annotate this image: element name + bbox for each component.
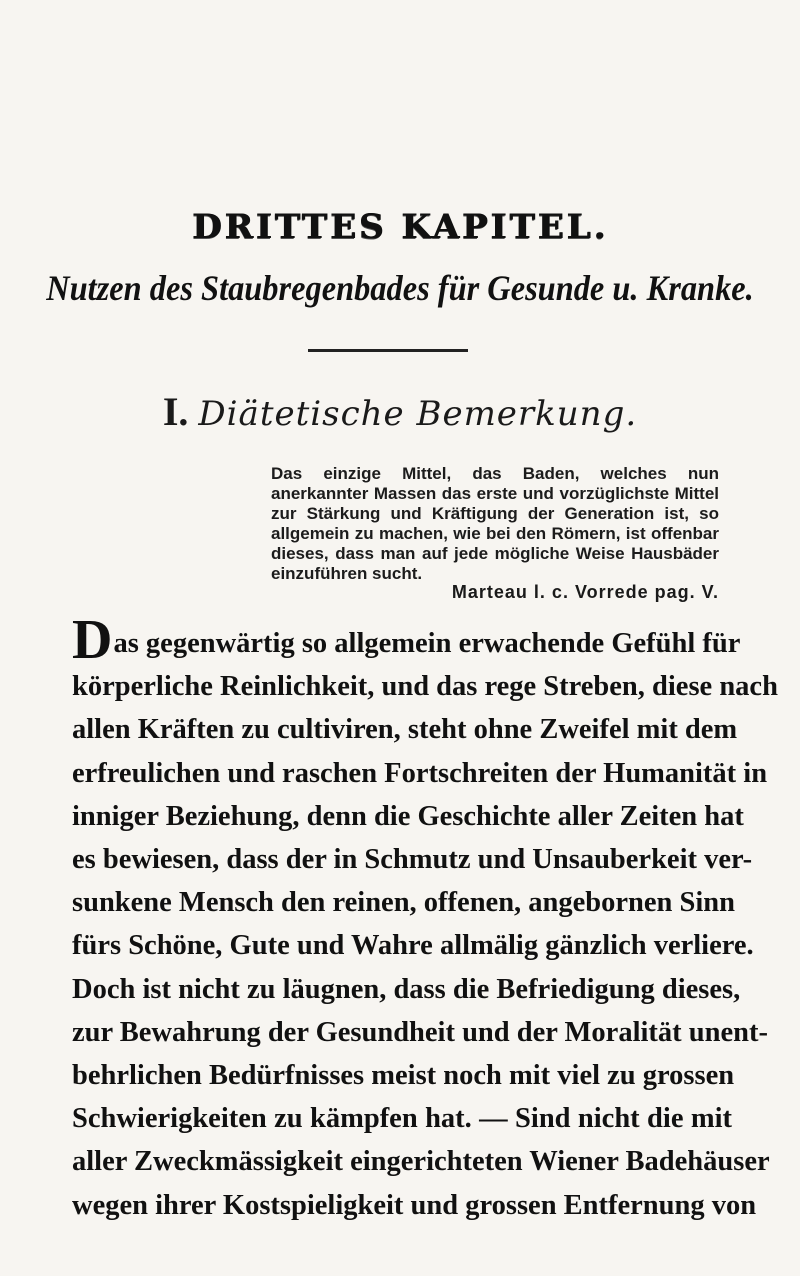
section-number: I. — [162, 389, 189, 434]
body-line-12: Schwierigkeiten zu kämpfen hat. — Sind nicht die mit — [72, 1103, 732, 1135]
body-line-8: fürs Schöne, Gute und Wahre allmälig gänzlich verliere. — [72, 930, 754, 962]
body-line-11: behrlichen Bedürfnisses meist noch mit viel zu grossen — [72, 1060, 735, 1092]
chapter-subtitle: Nutzen des Staubregenbades für Gesunde u. Kranke. — [46, 268, 754, 308]
body-line-4: erfreulichen und raschen Fortschreiten der Humanität in — [72, 757, 768, 789]
body-line-10: zur Bewahrung der Gesundheit und der Moralität unent- — [72, 1016, 768, 1048]
body-line-14: wegen ihrer Kostspieligkeit und grossen Entfernung von — [72, 1189, 757, 1221]
body-line-1 — [72, 609, 741, 671]
drop-cap: D — [72, 609, 113, 671]
epigraph-quote: Das einzige Mittel, das Baden, welches nun anerkannter Massen das erste und vorzüglichste Mittel zur Stärkung und Kräftigung der Generation ist, so allgemein zu machen, wie bei den Römern, ist offenbar dieses, dass man auf jede mögliche Weise Hausbäder einzuführen sucht. — [271, 464, 719, 583]
body-line-1-text: as gegenwärtig so allgemein erwachende Gefühl für — [113, 628, 741, 659]
body-line-9: Doch ist nicht zu läugnen, dass die Befriedigung dieses, — [72, 973, 741, 1005]
section-heading — [0, 388, 800, 438]
divider-rule — [308, 349, 468, 352]
body-line-5: inniger Beziehung, denn die Geschichte aller Zeiten hat — [72, 800, 744, 832]
chapter-ornament-title: DRITTES KAPITEL. — [191, 207, 609, 247]
body-line-3: allen Kräften zu cultiviren, steht ohne Zweifel mit dem — [72, 714, 738, 746]
body-text — [72, 609, 778, 1227]
body-line-13: aller Zweckmässigkeit eingerichteten Wiener Badehäuser — [72, 1146, 770, 1178]
body-line-6: es bewiesen, dass der in Schmutz und Unsauberkeit ver- — [72, 844, 753, 876]
section-title: Diätetische Bemerkung. — [198, 394, 638, 434]
epigraph-source: Marteau l. c. Vorrede pag. V. — [451, 582, 719, 602]
body-line-7: sunkene Mensch den reinen, offenen, angebornen Sinn — [72, 887, 735, 919]
body-line-2: körperliche Reinlichkeit, und das rege Streben, diese nach — [72, 671, 778, 703]
